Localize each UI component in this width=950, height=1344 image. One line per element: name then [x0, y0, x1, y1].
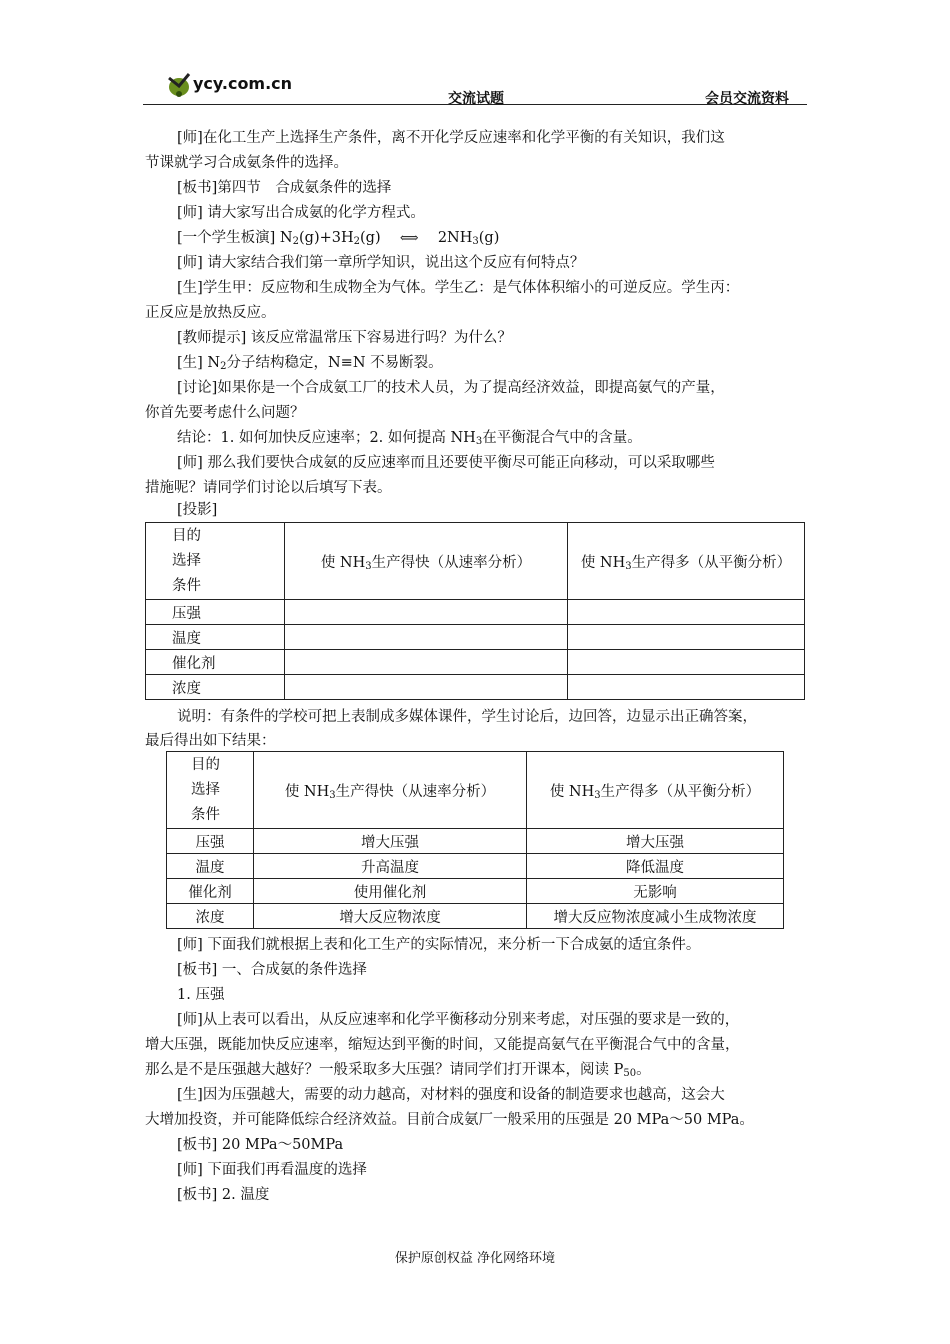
para-15: [板书] 一、合成氨的条件选择: [177, 962, 367, 978]
equilibrium-arrow-icon: ⟺: [399, 231, 419, 246]
para-12: [投影]: [177, 502, 218, 518]
equation-mid1: (g)+3H: [299, 230, 354, 246]
sub-2: 2: [220, 361, 227, 372]
row-label: 浓度: [167, 904, 254, 929]
row-label: 压强: [146, 600, 285, 625]
ycy-logo-icon: [165, 70, 193, 100]
blank-cell: [568, 675, 805, 700]
row-label: 压强: [167, 829, 254, 854]
blank-cell: [568, 650, 805, 675]
sub-3: 3: [625, 560, 632, 572]
para-9a: [讨论]如果你是一个合成氨工厂的技术人员，为了提高经济效益，即提高氨气的产量，: [177, 380, 725, 396]
header-center-title: 交流试题: [448, 91, 504, 107]
para-10-suffix: 在平衡混合气中的含量。: [482, 430, 642, 446]
col-equilibrium-header: [568, 523, 805, 600]
para-21: [板书] 2. 温度: [177, 1187, 270, 1203]
equation-prefix: [一个学生板演] N: [177, 230, 293, 246]
para-13a: 说明：有条件的学校可把上表制成多媒体课件，学生讨论后，边回答，边显示出正确答案，: [177, 709, 757, 725]
sub-3: 3: [594, 789, 601, 801]
para-17c-text: 那么是不是压强越大越好？一般采取多大压强？请同学们打开课本，阅读 P: [145, 1062, 624, 1078]
para-6b: 正反应是放热反应。: [145, 305, 276, 321]
col-equilibrium-header: [527, 752, 784, 829]
sub-3: 3: [365, 560, 372, 572]
equation-end: (g): [478, 230, 500, 246]
para-17a: [师]从上表可以看出，从反应速率和化学平衡移动分别来考虑，对压强的要求是一致的，: [177, 1012, 740, 1028]
col-eq-suffix: 生产得多（从平衡分析）: [631, 554, 792, 571]
answer-rate: 升高温度: [254, 854, 527, 879]
page-header: [143, 66, 807, 106]
sub-2: 2: [292, 236, 299, 247]
table-header-row: [146, 523, 805, 600]
col-eq-suffix: 生产得多（从平衡分析）: [600, 783, 761, 800]
para-1a: [师]在化工生产上选择生产条件，离不开化学反应速率和化学平衡的有关知识，我们这: [177, 130, 725, 146]
col-eq-prefix: 使 NH: [549, 783, 595, 800]
para-17c: [145, 1058, 813, 1086]
corner-label: 选择: [172, 552, 201, 569]
header-right-title: 会员交流资料: [705, 91, 789, 107]
table-row: [146, 600, 805, 625]
col-rate-prefix: 使 NH: [284, 783, 330, 800]
para-8: [177, 351, 845, 379]
col-rate-header: [285, 523, 568, 600]
para-16: 1. 压强: [177, 987, 225, 1003]
page-footer: 保护原创权益 净化网络环境: [394, 1251, 556, 1266]
corner-label: 选择: [191, 781, 220, 798]
para-11b: 措施呢？请同学们讨论以后填写下表。: [145, 480, 392, 496]
answer-rate: 增大反应物浓度: [254, 904, 527, 929]
blank-cell: [285, 625, 568, 650]
para-10-prefix: 结论：1. 如何加快反应速率；2. 如何提高 NH: [177, 430, 476, 446]
sub-3: 3: [329, 789, 336, 801]
row-label: 催化剂: [146, 650, 285, 675]
row-label: 温度: [146, 625, 285, 650]
sub-50: 50: [623, 1068, 637, 1079]
col-rate-header: [254, 752, 527, 829]
para-19: [板书] 20 MPa～50MPa: [177, 1137, 344, 1153]
para-11a: [师] 那么我们要快合成氨的反应速率而且还要使平衡尽可能正向移动，可以采取哪些: [177, 455, 715, 471]
para-4-equation: [177, 226, 845, 254]
blank-cell: [568, 625, 805, 650]
para-18b: 大增加投资，并可能降低综合经济效益。目前合成氨厂一般采用的压强是 20 MPa～50 MPa。: [145, 1112, 754, 1128]
row-label: 温度: [167, 854, 254, 879]
para-8-prefix: [生] N: [177, 355, 221, 371]
para-5: [师] 请大家结合我们第一章所学知识，说出这个反应有何特点？: [177, 255, 585, 271]
answer-equilibrium: 增大压强: [527, 829, 784, 854]
blank-cell: [285, 675, 568, 700]
table-row: [167, 879, 784, 904]
table-row: [167, 854, 784, 879]
para-14: [师] 下面我们就根据上表和化工生产的实际情况，来分析一下合成氨的适宜条件。: [177, 937, 701, 953]
para-9b: 你首先要考虑什么问题？: [145, 405, 305, 421]
para-18a: [生]因为压强越大，需要的动力越高，对材料的强度和设备的制造要求也越高，这会大: [177, 1087, 725, 1103]
para-17d-text: 。: [636, 1062, 651, 1078]
table-row: [146, 650, 805, 675]
para-13b: 最后得出如下结果：: [145, 733, 276, 749]
table-corner-cell: [167, 752, 254, 829]
para-20: [师] 下面我们再看温度的选择: [177, 1162, 367, 1178]
col-rate-suffix: 生产得快（从速率分析）: [335, 783, 496, 800]
col-rate-suffix: 生产得快（从速率分析）: [371, 554, 532, 571]
sub-3: 3: [472, 236, 479, 247]
col-eq-prefix: 使 NH: [580, 554, 626, 571]
para-8-suffix: 分子结构稳定，N≡N 不易断裂。: [226, 355, 443, 371]
answer-equilibrium: 增大反应物浓度减小生成物浓度: [527, 904, 784, 929]
para-3: [师] 请大家写出合成氨的化学方程式。: [177, 205, 425, 221]
table-row: [167, 829, 784, 854]
blank-conditions-table: [145, 522, 805, 700]
table-row: [146, 675, 805, 700]
table-header-row: [167, 752, 784, 829]
corner-label: 条件: [191, 806, 220, 823]
para-6a: [生]学生甲：反应物和生成物全为气体。学生乙：是气体体积缩小的可逆反应。学生丙：: [177, 280, 740, 296]
col-rate-prefix: 使 NH: [320, 554, 366, 571]
answer-rate: 增大压强: [254, 829, 527, 854]
answer-equilibrium: 降低温度: [527, 854, 784, 879]
answers-table: [166, 751, 784, 929]
header-divider: [143, 104, 807, 105]
equation-suffix: 2NH: [437, 230, 473, 246]
row-label: 浓度: [146, 675, 285, 700]
table-row: [167, 904, 784, 929]
table-corner-cell: [146, 523, 285, 600]
row-label: 催化剂: [167, 879, 254, 904]
answer-rate: 使用催化剂: [254, 879, 527, 904]
blank-cell: [285, 650, 568, 675]
blank-cell: [568, 600, 805, 625]
corner-label: 目的: [191, 756, 220, 773]
blank-cell: [285, 600, 568, 625]
para-1b: 节课就学习合成氨条件的选择。: [145, 155, 348, 171]
sub-3: 3: [475, 436, 483, 447]
para-17b: 增大压强，既能加快反应速率，缩短达到平衡的时间，又能提高氨气在平衡混合气中的含量，: [145, 1037, 740, 1053]
para-2: [板书]第四节 合成氨条件的选择: [177, 180, 392, 196]
corner-label: 目的: [172, 527, 201, 544]
corner-label: 条件: [172, 577, 201, 594]
logo-text: ycy.com.cn: [193, 74, 293, 93]
equation-mid2: (g): [360, 230, 381, 246]
para-10: [177, 426, 845, 454]
sub-2: 2: [353, 236, 360, 247]
table-row: [146, 625, 805, 650]
para-7: [教师提示] 该反应常温常压下容易进行吗？为什么？: [177, 330, 512, 346]
answer-equilibrium: 无影响: [527, 879, 784, 904]
